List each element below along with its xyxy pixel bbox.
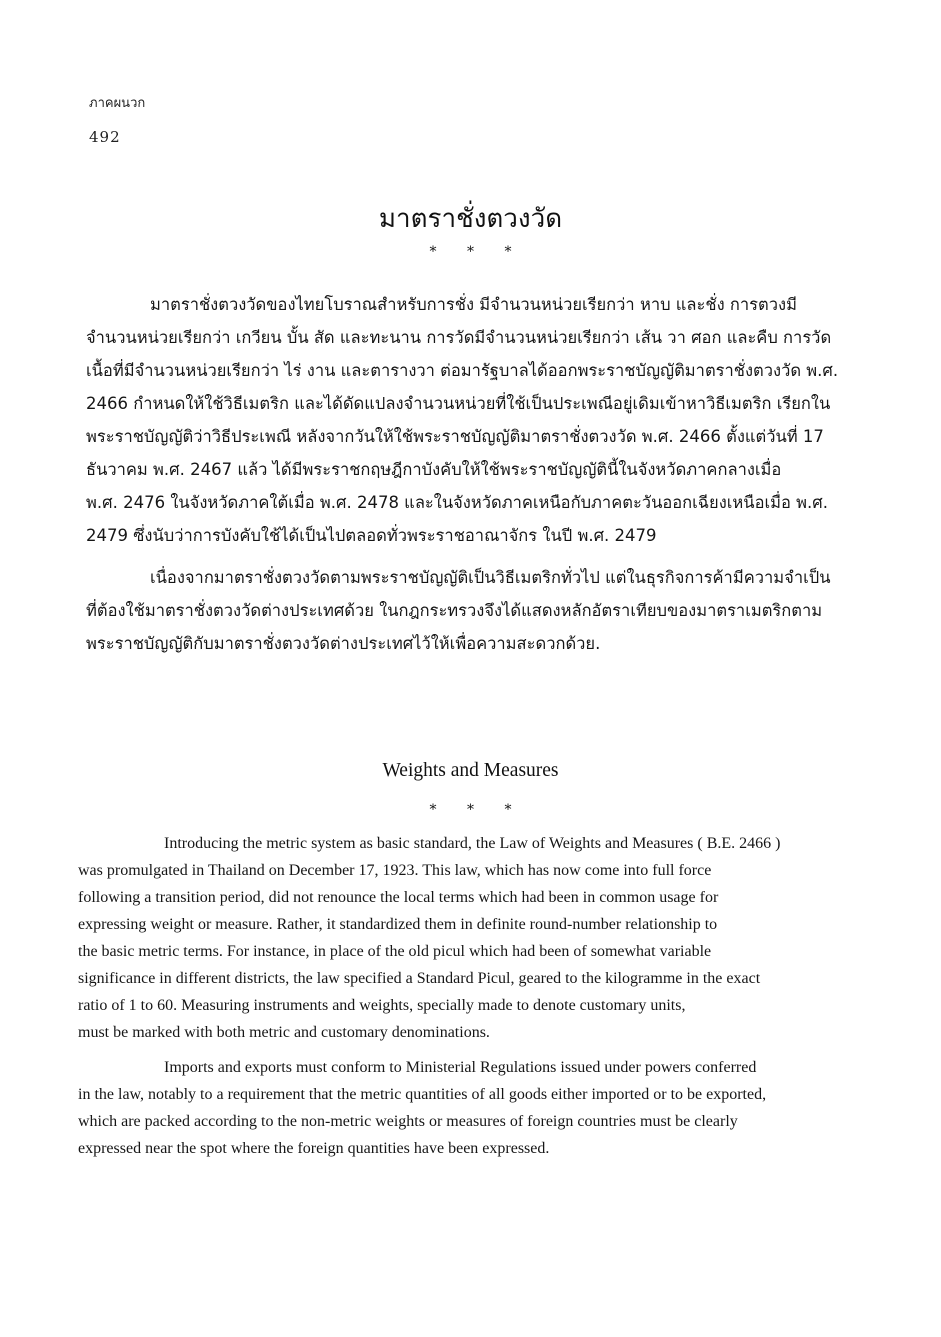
thai-section-title: มาตราชั่งตวงวัด [378, 204, 563, 234]
text-line: Introducing the metric system as basic standard, the Law of Weights and Measures ( B.E. 2466 ) [164, 835, 781, 852]
text-line: was promulgated in Thailand on December 17, 1923. This law, which has now come into full force [78, 862, 712, 879]
text-line: พระราชบัญญัติว่าวิธีประเพณี หลังจากวันให้ใช้พระราชบัญญัติมาตราชั่งตวงวัด พ.ศ. 2466 ตั้งแต่วันที่ 17 [86, 427, 824, 446]
text-line: Imports and exports must conform to Ministerial Regulations issued under powers conferred [164, 1059, 757, 1076]
text-line: พระราชบัญญัติกับมาตราชั่งตวงวัดต่างประเทศไว้ให้เพื่อความสะดวกด้วย. [86, 634, 601, 653]
running-header-section: ภาคผนวก [89, 96, 146, 111]
text-line: 2479 ซึ่งนับว่าการบังคับใช้ได้เป็นไปตลอดทั่วพระราชอาณาจักร ในปี พ.ศ. 2479 [86, 526, 657, 545]
english-body-text [78, 830, 880, 1162]
text-line: following a transition period, did not renounce the local terms which had been in common usage for [78, 889, 719, 906]
text-line: expressing weight or measure. Rather, it standardized them in definite round-number relationship to [78, 916, 718, 933]
thai-paragraph-2 [86, 561, 886, 660]
text-line: 2466 กำหนดให้ใช้วิธีเมตริก และได้ดัดแปลงจำนวนหน่วยที่ใช้เป็นประเพณีอยู่เดิมเข้าหาวิธีเมตริก เรียกใน [86, 394, 831, 413]
page-number: 492 [89, 128, 121, 146]
text-line: ที่ต้องใช้มาตราชั่งตวงวัดต่างประเทศด้วย ในกฎกระทรวงจึงได้แสดงหลักอัตราเทียบของมาตราเมตริกตาม [86, 601, 823, 620]
text-line: in the law, notably to a requirement that the metric quantities of all goods either imported or to be exported, [78, 1086, 767, 1103]
thai-body-text [86, 288, 886, 660]
english-section-separator: * * * [429, 802, 512, 818]
text-line: เนื่องจากมาตราชั่งตวงวัดตามพระราชบัญญัติเป็นวิธีเมตริกทั่วไป แต่ในธุรกิจการค้ามีความจำเป็น [150, 568, 831, 587]
text-line: must be marked with both metric and customary denominations. [78, 1024, 490, 1041]
text-line: which are packed according to the non-metric weights or measures of foreign countries must be clearly [78, 1113, 738, 1130]
text-line: มาตราชั่งตวงวัดของไทยโบราณสำหรับการชั่ง มีจำนวนหน่วยเรียกว่า หาบ และชั่ง การตวงมี [150, 295, 797, 314]
english-paragraph-2 [78, 1054, 880, 1162]
text-line: significance in different districts, the law specified a Standard Picul, geared to the kilogramme in the exact [78, 970, 761, 987]
text-line: จำนวนหน่วยเรียกว่า เกวียน บั้น สัด และทะนาน การวัดมีจำนวนหน่วยเรียกว่า เส้น วา ศอก และคืบ การวัด [86, 328, 832, 347]
text-line: ธันวาคม พ.ศ. 2467 แล้ว ได้มีพระราชกฤษฎีกาบังคับให้ใช้พระราชบัญญัตินี้ในจังหวัดภาคกลางเมื่อ [86, 460, 782, 479]
text-line: พ.ศ. 2476 ในจังหวัดภาคใต้เมื่อ พ.ศ. 2478 และในจังหวัดภาคเหนือกับภาคตะวันออกเฉียงเหนือเมื่อ พ.ศ. [86, 493, 828, 512]
thai-paragraph-1 [86, 288, 886, 552]
thai-section-separator: * * * [429, 244, 512, 260]
english-section-title: Weights and Measures [382, 760, 559, 781]
text-line: the basic metric terms. For instance, in place of the old picul which had been of somewhat variable [78, 943, 712, 960]
text-line: เนื้อที่มีจำนวนหน่วยเรียกว่า ไร่ งาน และตารางวา ต่อมารัฐบาลได้ออกพระราชบัญญัติมาตราชั่งตวงวัด พ.ศ. [86, 361, 839, 380]
text-line: ratio of 1 to 60. Measuring instruments and weights, specially made to denote customary units, [78, 997, 686, 1014]
english-paragraph-1 [78, 830, 880, 1046]
text-line: expressed near the spot where the foreign quantities have been expressed. [78, 1140, 550, 1157]
